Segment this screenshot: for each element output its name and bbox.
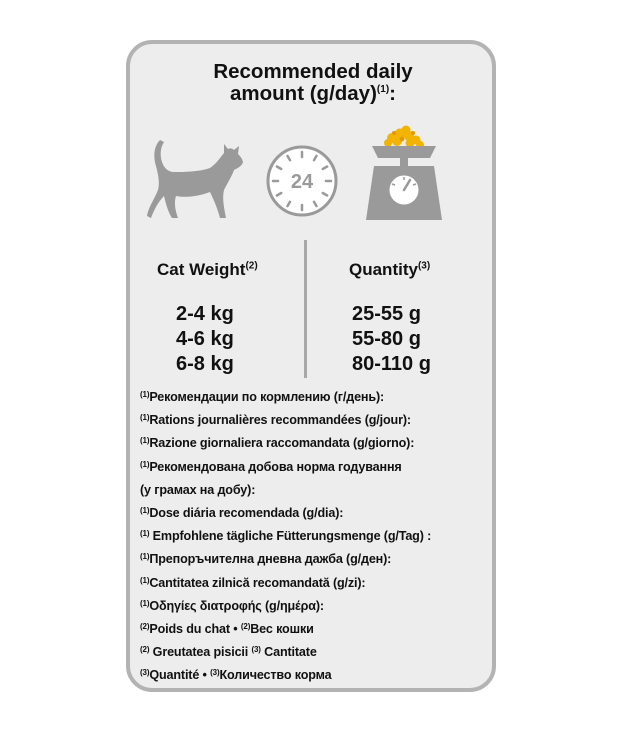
footnote-text: Empfohlene tägliche Fütterungsmenge (g/Tag) :	[149, 529, 432, 544]
footnote-text: Количество корма	[219, 668, 332, 683]
footnote-line	[140, 479, 490, 502]
footnote-ref: (2)	[140, 622, 150, 632]
guide-title-line-1: Recommended daily	[213, 60, 413, 83]
footnote-ref: (2)	[140, 645, 150, 655]
cat-weight-header	[157, 260, 258, 280]
weight-value: 4-6 kg	[176, 328, 234, 350]
quantity-values	[352, 302, 431, 377]
footnote-line	[140, 548, 490, 571]
cat-silhouette-icon	[146, 138, 246, 222]
footnote-text: Quantité •	[149, 668, 211, 683]
footnote-text: (у грамах на добу):	[140, 482, 256, 497]
clock-24-label: 24	[290, 171, 314, 193]
footnote-ref: (1)	[140, 529, 150, 539]
footnote-ref: (1)	[140, 506, 150, 516]
column-divider	[304, 240, 307, 378]
footnote-line	[140, 456, 490, 479]
footnote-line	[140, 386, 490, 409]
footnote-text: Рекомендована добова норма годування	[149, 459, 402, 474]
footnote-text: Poids du chat •	[149, 622, 241, 637]
footnote-ref: (1)	[140, 436, 150, 446]
clock-24-icon	[265, 144, 339, 218]
guide-title-line-2	[0, 82, 626, 106]
footnote-line	[140, 618, 490, 641]
quantity-footnote-ref: (3)	[417, 260, 431, 272]
footnote-text: Вес кошки	[250, 622, 314, 637]
footnote-line	[140, 664, 490, 687]
quantity-value: 80-110 g	[352, 353, 431, 375]
quantity-value: 55-80 g	[352, 328, 421, 350]
footnote-ref: (3)	[140, 668, 150, 678]
guide-title-text: amount (g/day)	[230, 82, 377, 105]
footnote-line	[140, 595, 490, 618]
footnote-ref: (1)	[140, 413, 150, 423]
footnote-text: Dose diária recomendada (g/dia):	[149, 506, 344, 521]
footnote-line	[140, 641, 490, 664]
footnote-ref: (1)	[140, 390, 150, 399]
footnote-line	[140, 432, 490, 455]
weight-value: 6-8 kg	[176, 353, 234, 375]
footnote-ref: (3)	[210, 668, 220, 678]
cat-weight-header-text: Cat Weight	[157, 260, 246, 279]
footnote-text: Οδηγίες διατροφής (g/ημέρα):	[149, 598, 324, 613]
footnote-text: Рекомендации по кормлению (г/день):	[149, 390, 385, 404]
kitchen-scale-icon	[364, 124, 444, 222]
footnote-ref: (1)	[140, 575, 150, 585]
footnote-text: Cantitate	[260, 645, 317, 660]
footnote-ref: (3)	[251, 645, 261, 655]
footnote-line	[140, 502, 490, 525]
quantity-value: 25-55 g	[352, 303, 421, 325]
footnote-ref: (1)	[140, 552, 150, 562]
footnote-ref: (2)	[240, 622, 251, 632]
quantity-header-text: Quantity	[349, 260, 418, 279]
footnote-text: Greutatea pisicii	[149, 645, 252, 660]
footnote-text: Cantitatea zilnică recomandată (g/zi):	[149, 575, 366, 590]
footnote-text: Rations journalières recommandées (g/jour):	[149, 413, 411, 428]
weight-value: 2-4 kg	[176, 303, 234, 325]
footnote-ref: (1)	[140, 598, 150, 608]
footnote-text: Препоръчителна дневна дажба (g/ден):	[149, 552, 392, 567]
weight-values	[176, 302, 234, 377]
cat-weight-footnote-ref: (2)	[245, 260, 258, 272]
quantity-header	[349, 260, 430, 280]
footnote-line	[140, 572, 490, 595]
footnotes-list	[140, 386, 490, 688]
footnote-ref: (1)	[140, 459, 150, 469]
footnote-line	[140, 409, 490, 432]
guide-title-footnote-ref: (1)	[376, 84, 390, 96]
footnote-text: Razione giornaliera raccomandata (g/giorno):	[149, 436, 415, 451]
guide-title-colon: :	[389, 82, 396, 105]
footnote-line	[140, 525, 490, 548]
